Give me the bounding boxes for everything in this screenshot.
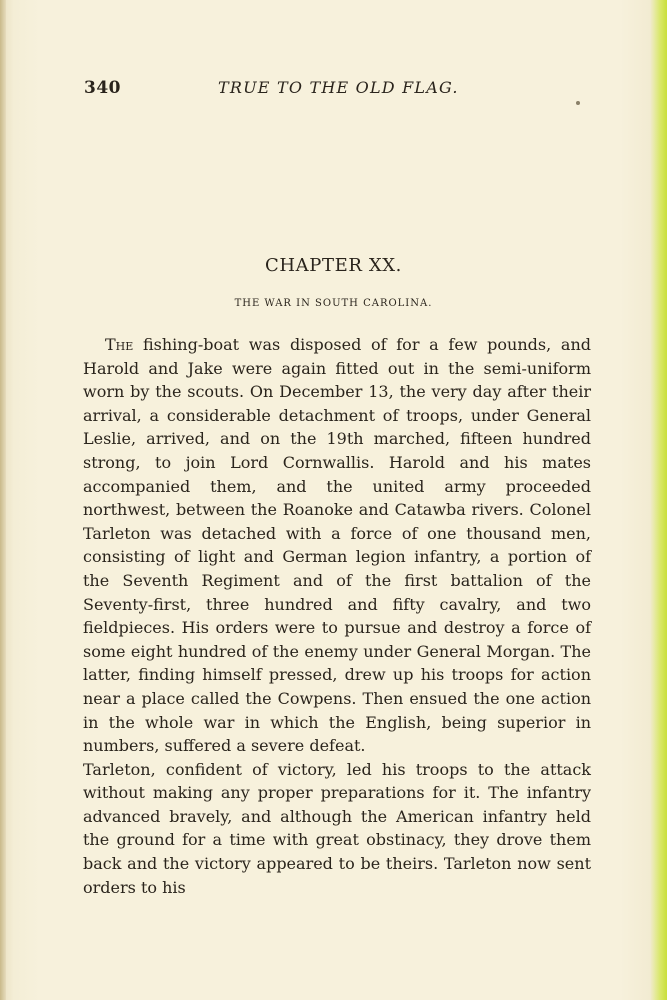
paragraph xyxy=(83,333,591,758)
paragraph-text: fishing-boat was disposed of for a few pounds, and Harold and Jake were again fitted out in the semi-uniform worn by the scouts. On December 13, the very day after their arrival, a considerable detachment of troops, under General Leslie, arrived, and on the 19th marched, fifteen hundred strong, to join Lord Cornwallis. Harold and his mates accompanied them, and the united army proceeded northwest, between the Roanoke and Catawba rivers. Colonel Tarleton was detached with a force of one thousand men, consisting of light and German legion infantry, a portion of the Seventh Regiment and of the first battalion of the Seventy-first, three hundred and fifty cavalry, and two fieldpieces. His orders were to pursue and destroy a force of some eight hundred of the enemy under General Morgan. The latter, finding himself pressed, drew up his troops for action near a place called the Cowpens. Then ensued the one action in the whole war in which the English, being superior in numbers, suffered a severe defeat. xyxy=(83,335,591,756)
chapter-title: CHAPTER XX. xyxy=(265,255,402,276)
body-text xyxy=(83,333,591,899)
page-binding-edge xyxy=(0,0,6,1000)
page-number: 340 xyxy=(84,78,121,98)
running-title: TRUE TO THE OLD FLAG. xyxy=(218,78,459,97)
paragraph-lead-word: The xyxy=(105,335,134,354)
paragraph: Tarleton, confident of victory, led his troops to the attack without making any proper preparations for it. The infantry advanced bravely, and although the American infantry held the ground for a time with great obstinacy, they drove them back and the victory appeared to be theirs. Tarleton now sent orders to his xyxy=(83,759,591,897)
chapter-subtitle: THE WAR IN SOUTH CAROLINA. xyxy=(234,298,433,309)
print-speck xyxy=(576,101,580,105)
page-header xyxy=(84,78,594,102)
